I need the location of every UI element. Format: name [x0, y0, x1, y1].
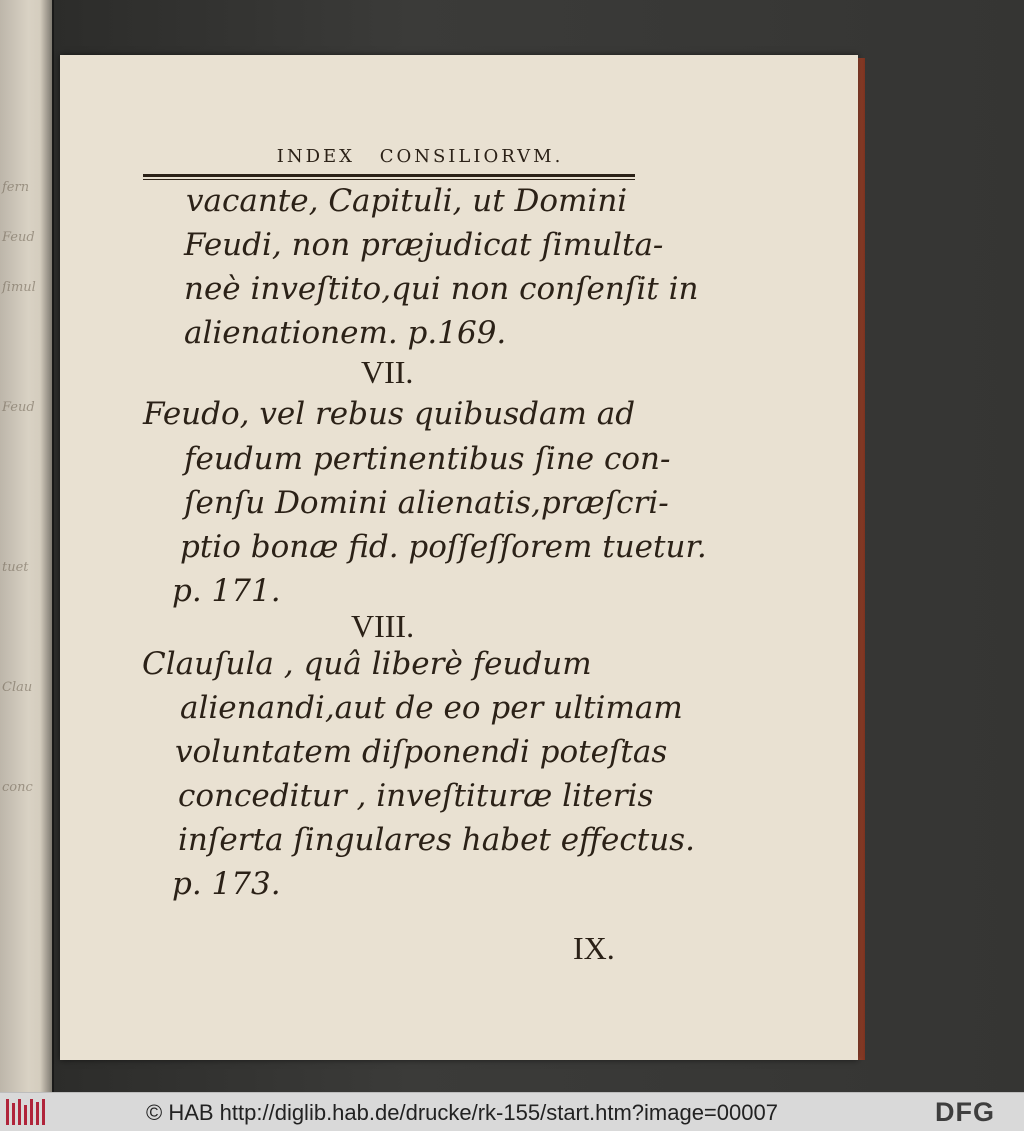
entry-line: alienationem. p.169. — [184, 315, 507, 351]
entry-line: vacante, Capituli, ut Domini — [186, 183, 628, 219]
entry-numeral: VII. — [361, 354, 414, 390]
dfg-logo: DFG — [935, 1097, 995, 1127]
entry-line: p. 171. — [172, 573, 281, 609]
entry-line: inſerta ſingulares habet effectus. — [178, 822, 695, 858]
entry-line: conceditur , inveſtituræ literis — [178, 778, 654, 814]
header-rule-thin — [143, 179, 635, 180]
entry-line: Clauſula , quâ liberè feudum — [142, 646, 592, 682]
footer-credit-link[interactable]: © HAB http://diglib.hab.de/drucke/rk-155/start.htm?image=00007 — [146, 1100, 778, 1125]
page-gutter-shadow — [40, 0, 54, 1092]
catchword: IX. — [573, 930, 615, 966]
footer-bar — [0, 1092, 1024, 1131]
entry-line: feudum pertinentibus ſine con- — [184, 441, 671, 477]
previous-page-strip: fern Feud ſimul Feud tuet Clau conc — [0, 0, 52, 1092]
entry-line: ſenſu Domini alienatis,præſcri- — [184, 485, 669, 521]
entry-line: alienandi,aut de eo per ultimam — [180, 690, 683, 726]
entry-line: Feudi, non præjudicat ſimulta- — [184, 227, 664, 263]
entry-line: p. 173. — [172, 866, 281, 902]
entry-line: Feudo, vel rebus quibusdam ad — [143, 396, 636, 432]
hab-logo-icon — [6, 1099, 46, 1125]
header-left: INDEX — [276, 146, 355, 167]
entry-line: voluntatem diſponendi poteſtas — [175, 734, 668, 770]
entry-line: ptio bonæ fid. poſſeſſorem tuetur. — [180, 529, 707, 565]
header-rule — [143, 174, 635, 177]
entry-numeral: VIII. — [351, 608, 415, 644]
entry-line: neè inveſtito,qui non conſenſit in — [184, 271, 699, 307]
header-right: CONSILIORVM. — [379, 146, 564, 167]
running-header — [170, 146, 670, 167]
